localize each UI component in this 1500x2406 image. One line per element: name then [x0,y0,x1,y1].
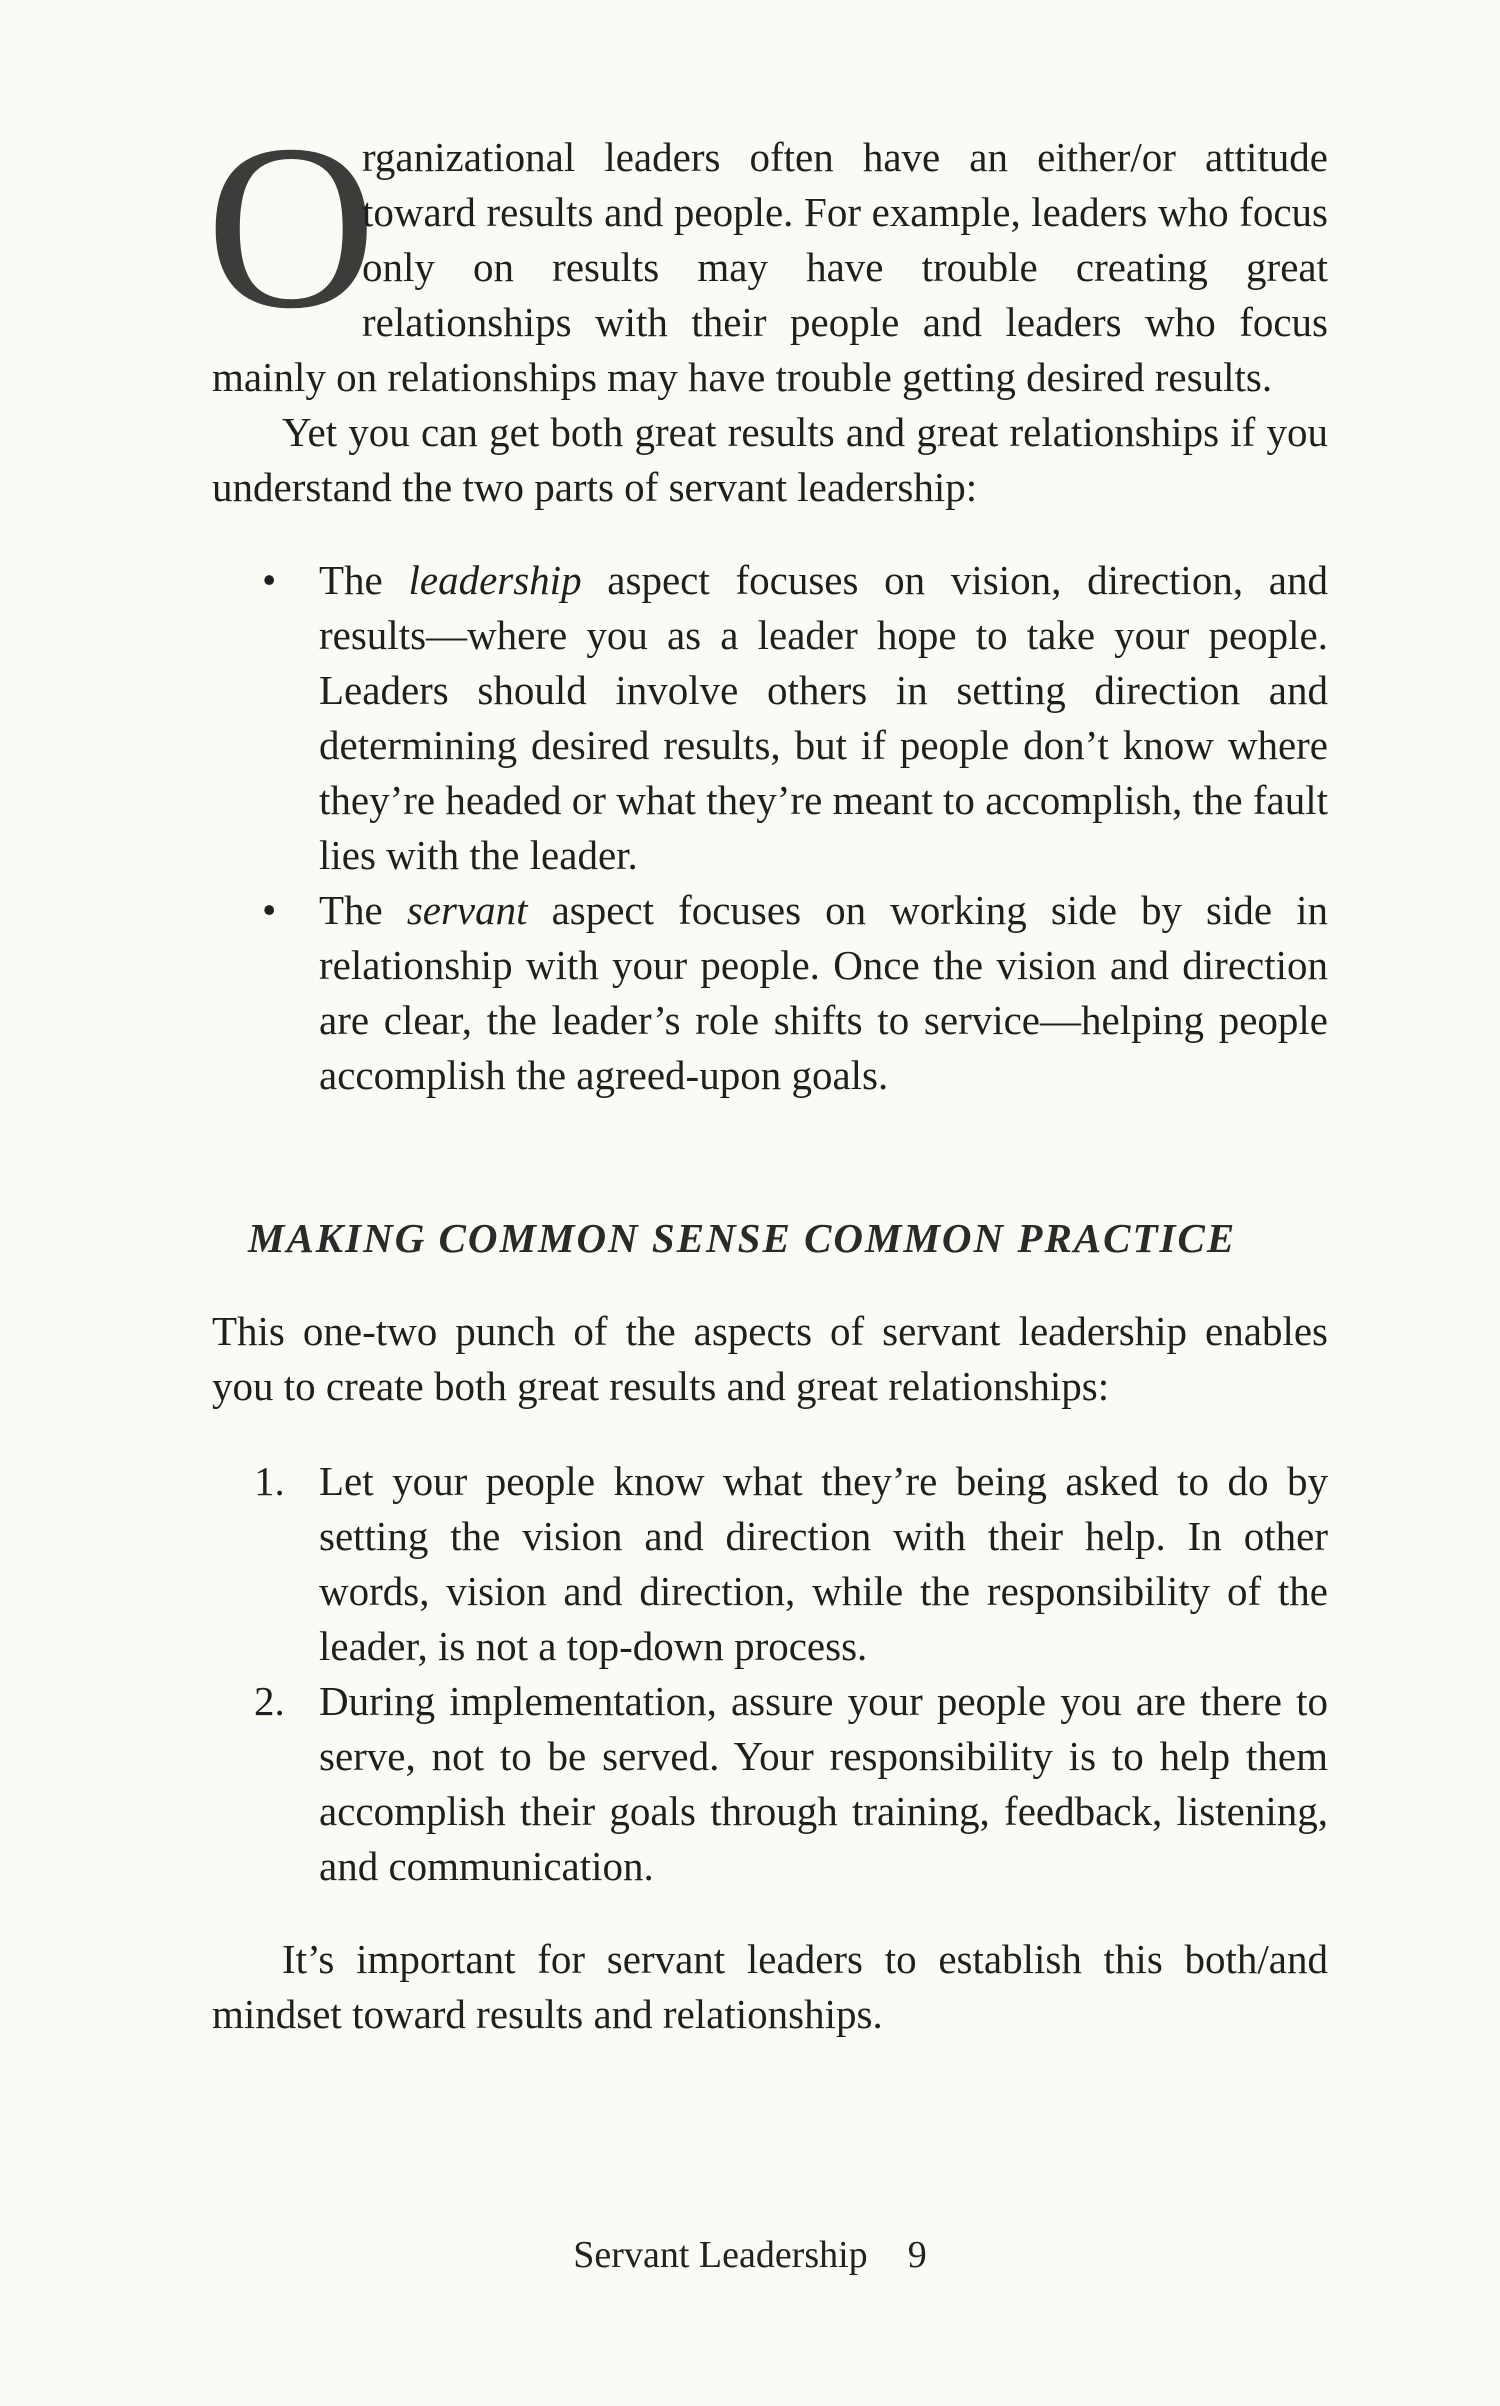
list-item [212,553,1328,883]
bullet-marker: • [262,557,277,603]
bullet-marker: • [262,887,277,933]
bullet-text-before: The [319,887,407,933]
section-intro: This one-two punch of the aspects of servant leadership enables you to create both great results and great relationships: [212,1308,1328,1409]
section-heading: MAKING COMMON SENSE COMMON PRACTICE [248,1215,1237,1261]
bullet-emphasis: leadership [408,557,582,603]
page-body [206,97,1329,2042]
bullet-text-after: aspect focuses on working side by side in relationship with your people. Once the vision and direction are clear, the leader’s role shifts to service—helping people accomplish the agreed-upon goals. [319,887,1328,1098]
list-item [212,1454,1328,1674]
drop-cap: O [206,97,377,358]
bullet-emphasis: servant [406,887,528,933]
item-number: 2. [254,1678,285,1724]
intro-paragraph [206,97,1328,405]
item-text: Let your people know what they’re being asked to do by setting the vision and direction with their help. In other words, vision and direction, while the responsibility of the leader, is not a top-down process. [319,1458,1328,1669]
list-item [212,883,1328,1103]
list-item [212,1674,1328,1894]
paragraph-two: Yet you can get both great results and great relationships if you understand the two parts of servant leadership: [212,409,1328,510]
numbered-list [212,1454,1328,1894]
bullet-text-after: aspect focuses on vision, direction, and results—where you as a leader hope to take your people. Leaders should involve others in setting direction and determining desired results, but if people don’t know where they’re headed or what they’re meant to accomplish, the fault lies with the leader. [319,557,1329,878]
bullet-text-before: The [319,557,409,603]
running-footer-title: Servant Leadership [573,2234,868,2276]
page-footer [0,2232,1500,2278]
item-number: 1. [254,1458,285,1504]
closing-paragraph: It’s important for servant leaders to establish this both/and mindset toward results and relationships. [212,1936,1328,2037]
bullet-list [212,553,1328,1103]
item-text: During implementation, assure your people you are there to serve, not to be served. Your responsibility is to help them accomplish their goals through training, feedback, listening, and communication. [319,1678,1328,1889]
intro-text: rganizational leaders often have an either/or attitude toward results and people. For example, leaders who focus only on results may have trouble creating great relationships with their people and leaders who focus mainly on relationships may have trouble getting desired results. [212,134,1328,400]
page-number: 9 [907,2234,927,2276]
